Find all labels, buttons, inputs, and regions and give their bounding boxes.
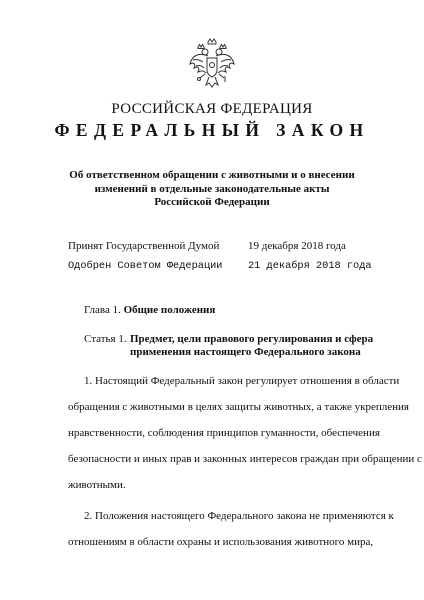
article-label: Статья 1. [84,333,127,345]
article-title-line-1: Предмет, цели правового регулирования и сфера [130,333,374,345]
law-title-line-3: Российской Федерации [154,196,270,208]
council-approval-label: Одобрен Советом Федерации [68,260,223,272]
duma-adoption-label: Принят Государственной Думой [68,240,220,252]
paragraph-1-line-1: 1. Настоящий Федеральный закон регулирует отношения в области [84,375,400,387]
paragraph-1-line-4: безопасности и иных прав и законных интересов граждан при обращении с [68,453,422,465]
chapter-title: Общие положения [123,304,216,316]
document-type: ФЕДЕРАЛЬНЫЙ ЗАКОН [54,120,370,140]
paragraph-1-line-3: нравственности, соблюдения принципов гуманности, обеспечения [68,427,380,439]
paragraph-2-line-1: 2. Положения настоящего Федерального закона не применяются к [84,510,394,522]
chapter-heading [84,304,215,316]
duma-adoption-date: 19 декабря 2018 года [248,240,346,252]
paragraph-1-line-2: обращения с животными в целях защиты животных, а также укрепления [68,401,409,413]
council-approval-date: 21 декабря 2018 года [248,260,372,272]
coat-of-arms-emblem-icon [188,38,236,90]
article-title-line-2: применения настоящего Федерального закона [130,346,361,358]
law-title-line-1: Об ответственном обращении с животными и о внесении [69,169,355,181]
paragraph-1-line-5: животными. [68,479,126,491]
law-title-line-2: изменений в отдельные законодательные акты [94,182,330,195]
paragraph-2-line-2: отношениям в области охраны и использования животного мира, [68,536,374,548]
chapter-label: Глава 1. [84,304,121,316]
country-name: РОССИЙСКАЯ ФЕДЕРАЦИЯ [111,101,313,117]
